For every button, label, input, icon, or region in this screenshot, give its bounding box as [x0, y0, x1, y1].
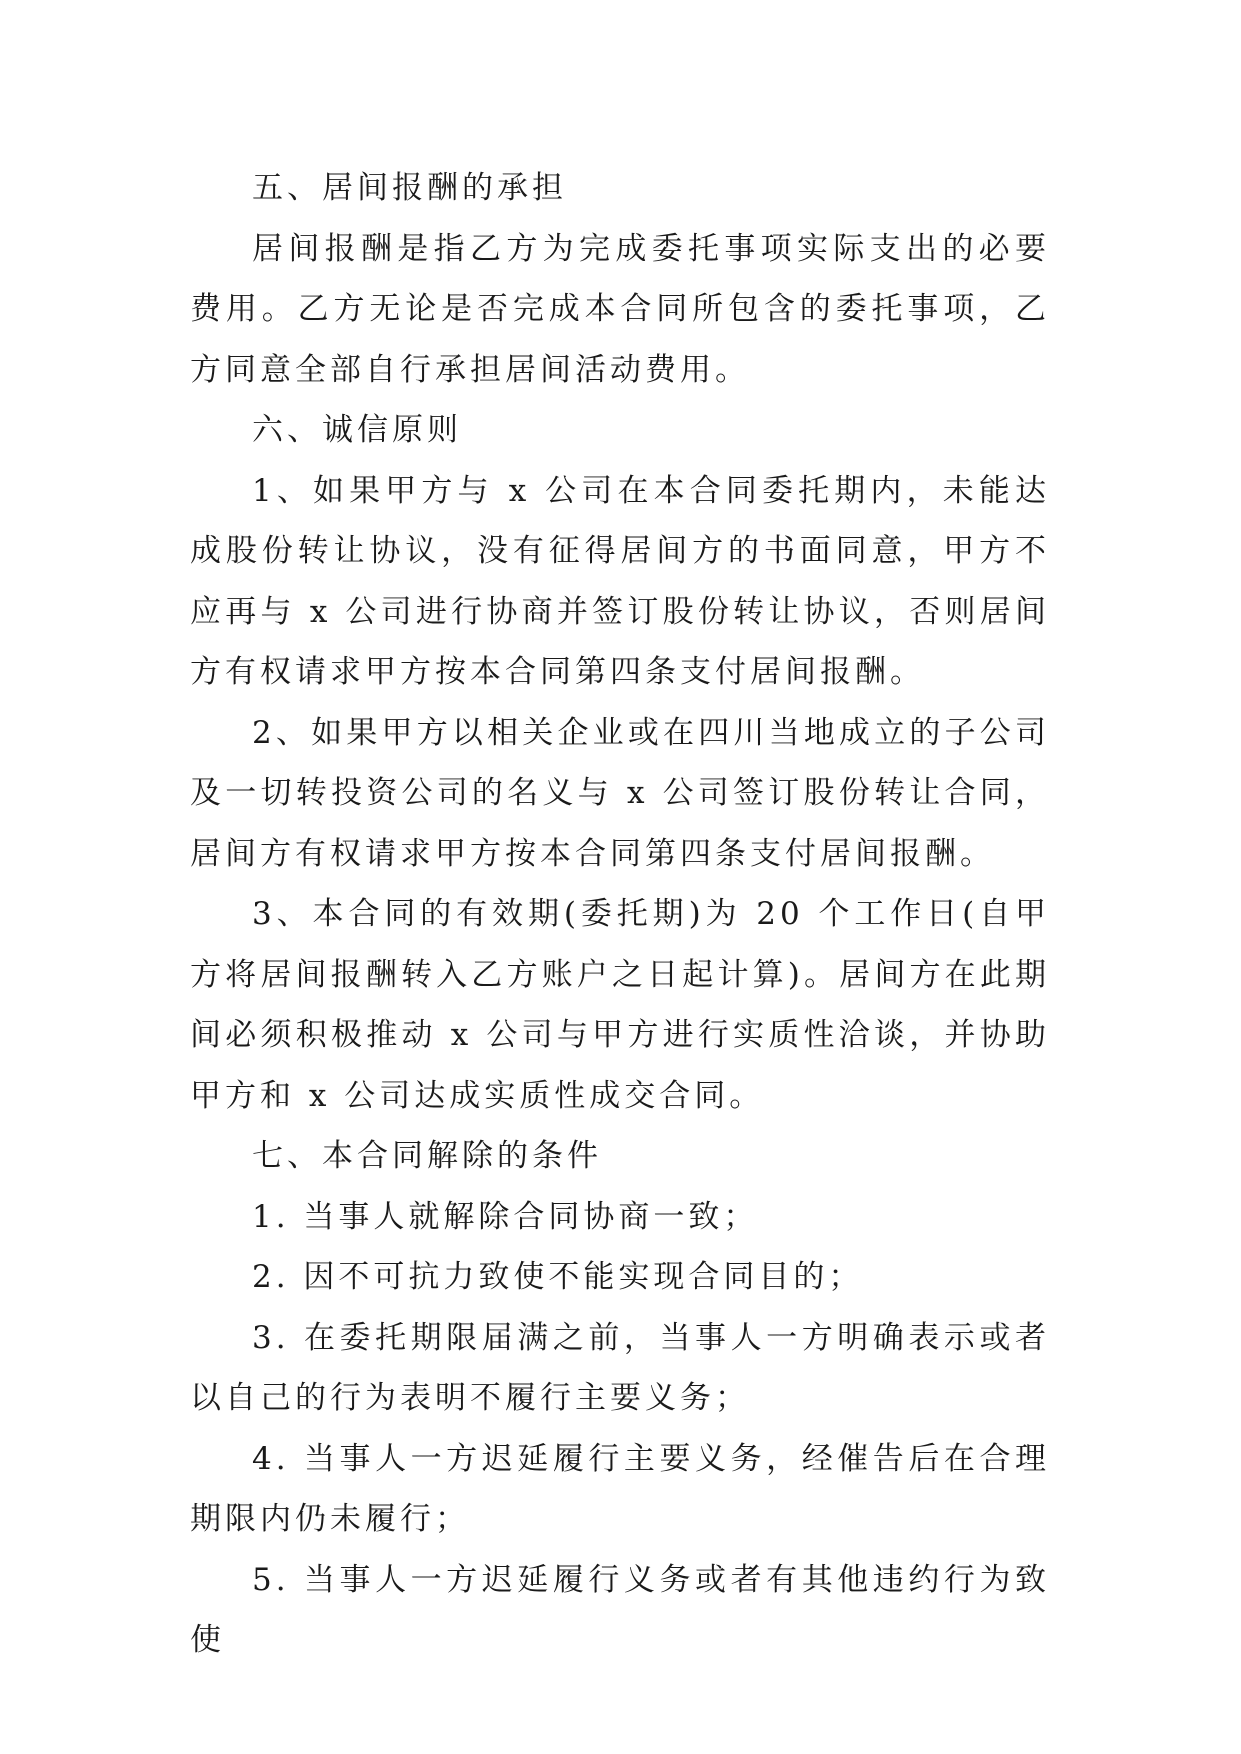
- document-body: [190, 158, 1050, 1671]
- clause-7-4: 4. 当事人一方迟延履行主要义务，经催告后在合理期限内仍未履行；: [190, 1440, 1050, 1537]
- clause-7-5: 5. 当事人一方迟延履行义务或者有其他违约行为致使: [190, 1561, 1050, 1658]
- clause-6-2: 2、如果甲方以相关企业或在四川当地成立的子公司及一切转投资公司的名义与 x 公司签订股份转让合同，居间方有权请求甲方按本合同第四条支付居间报酬。: [190, 714, 1050, 872]
- paragraph-commission-definition: 居间报酬是指乙方为完成委托事项实际支出的必要费用。乙方无论是否完成本合同所包含的委托事项，乙方同意全部自行承担居间活动费用。: [190, 230, 1050, 388]
- section-heading-5: 五、居间报酬的承担: [252, 170, 567, 206]
- clause-6-3: 3、本合同的有效期(委托期)为 20 个工作日(自甲方将居间报酬转入乙方账户之日起计算)。居间方在此期间必须积极推动 x 公司与甲方进行实质性洽谈，并协助甲方和 x 公司达成实质性成交合同。: [190, 896, 1050, 1114]
- clause-7-1: 1. 当事人就解除合同协商一致；: [252, 1198, 759, 1235]
- section-heading-7: 七、本合同解除的条件: [252, 1138, 602, 1174]
- clause-7-2: 2. 因不可抗力致使不能实现合同目的；: [252, 1259, 864, 1295]
- section-heading-6: 六、诚信原则: [252, 412, 462, 448]
- clause-6-1: 1、如果甲方与 x 公司在本合同委托期内，未能达成股份转让协议，没有征得居间方的书面同意，甲方不应再与 x 公司进行协商并签订股份转让协议，否则居间方有权请求甲方按本合同第四条支付居间报酬。: [190, 472, 1050, 690]
- clause-7-3: 3. 在委托期限届满之前，当事人一方明确表示或者以自己的行为表明不履行主要义务；: [190, 1319, 1050, 1416]
